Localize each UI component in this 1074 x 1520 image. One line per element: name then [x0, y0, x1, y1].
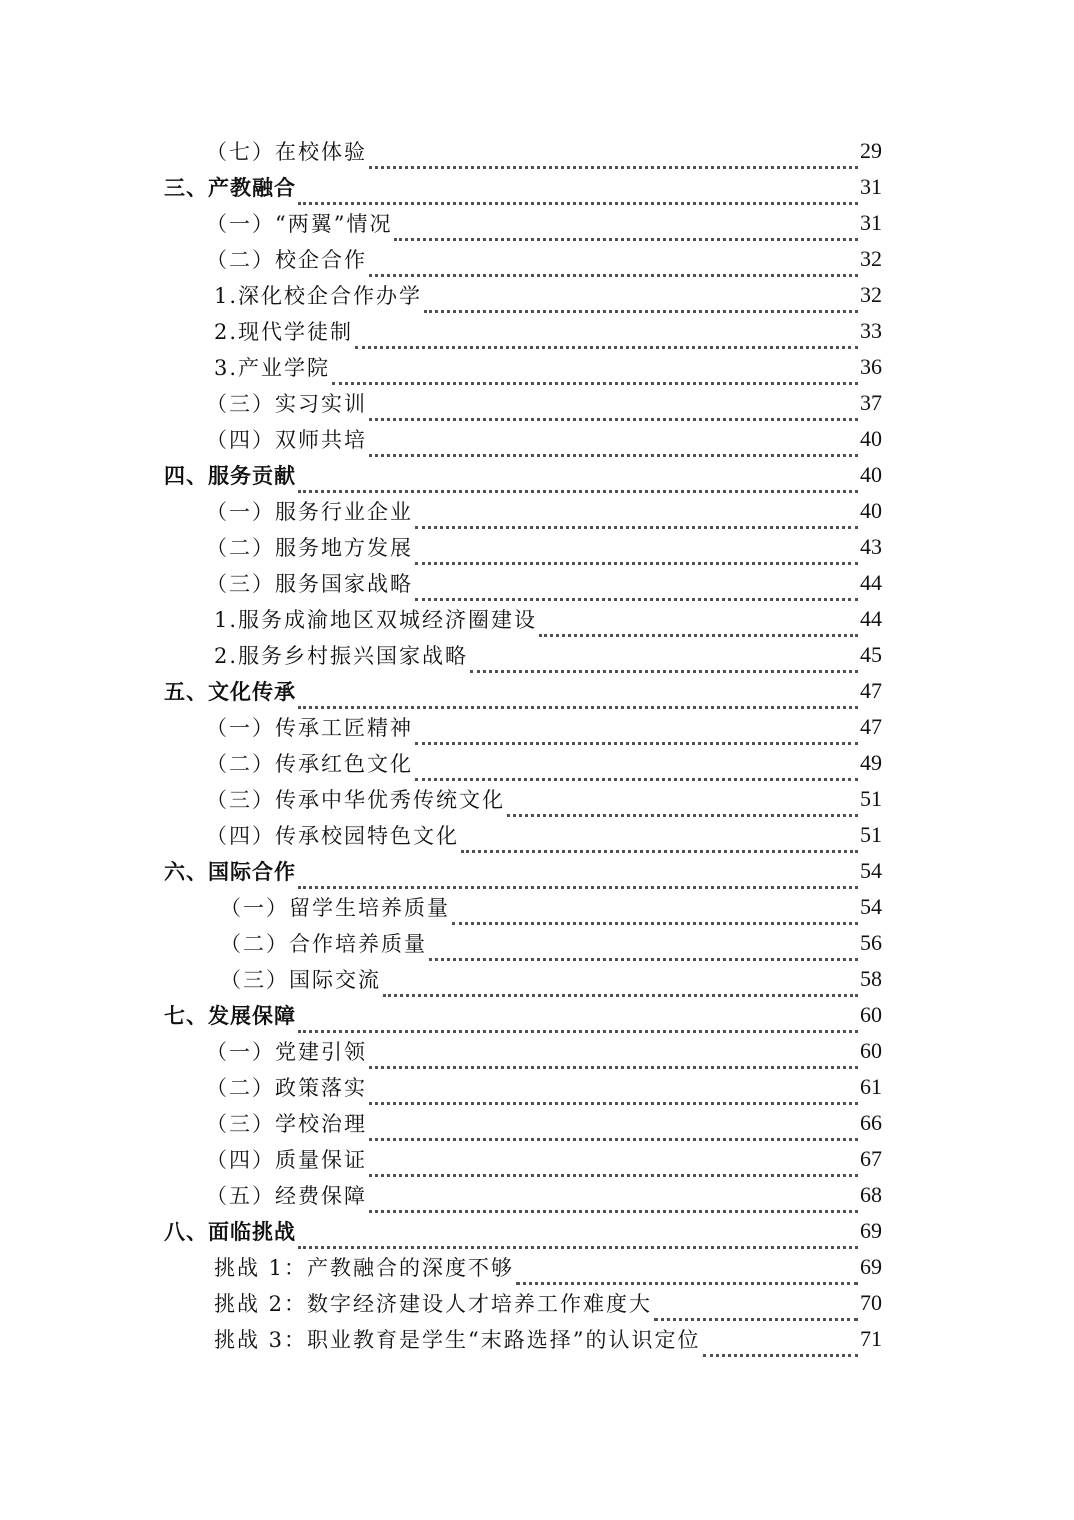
toc-entry-title: （七）在校体验 [206, 140, 367, 164]
toc-page-number: 69 [860, 1218, 882, 1243]
toc-entry[interactable] [0, 601, 1074, 637]
toc-entry[interactable] [0, 997, 1074, 1033]
toc-page-number: 60 [860, 1002, 882, 1027]
toc-leader-dots [383, 970, 858, 997]
toc-entry-title: （二）校企合作 [206, 248, 367, 272]
toc-page-number: 47 [860, 714, 882, 739]
toc-leader-dots [507, 790, 858, 817]
toc-leader-dots [298, 178, 858, 205]
toc-leader-dots [298, 862, 858, 889]
toc-entry[interactable] [0, 1213, 1074, 1249]
toc-entry[interactable] [0, 1033, 1074, 1069]
toc-leader-dots [355, 322, 858, 349]
toc-entry[interactable] [0, 1069, 1074, 1105]
toc-page-number: 49 [860, 750, 882, 775]
toc-leader-dots [415, 754, 858, 781]
toc-leader-dots [298, 466, 858, 493]
toc-entry-title: 五、文化传承 [164, 680, 296, 704]
toc-entry-title: （一）传承工匠精神 [206, 716, 413, 740]
toc-page-number: 43 [860, 534, 882, 559]
toc-entry-title: 2.服务乡村振兴国家战略 [214, 644, 469, 668]
toc-page-number: 37 [860, 390, 882, 415]
toc-entry[interactable] [0, 565, 1074, 601]
toc-entry-title: 挑战 1：产教融合的深度不够 [214, 1256, 515, 1280]
toc-leader-dots [332, 358, 858, 385]
toc-entry[interactable] [0, 853, 1074, 889]
toc-page-number: 58 [860, 966, 882, 991]
toc-page-number: 67 [860, 1146, 882, 1171]
toc-leader-dots [298, 1006, 858, 1033]
toc-entry-title: （二）合作培养质量 [220, 932, 427, 956]
toc-page-number: 51 [860, 822, 882, 847]
toc-entry[interactable] [0, 457, 1074, 493]
toc-entry-title: （二）政策落实 [206, 1076, 367, 1100]
toc-entry[interactable] [0, 925, 1074, 961]
toc-leader-dots [703, 1330, 858, 1357]
toc-leader-dots [415, 502, 858, 529]
toc-page-number: 40 [860, 426, 882, 451]
toc-page-number: 68 [860, 1182, 882, 1207]
toc-leader-dots [369, 250, 858, 277]
toc-page-number: 33 [860, 318, 882, 343]
toc-leader-dots [415, 574, 858, 601]
toc-entry-title: 1.服务成渝地区双城经济圈建设 [214, 608, 538, 632]
toc-page-number: 45 [860, 642, 882, 667]
toc-entry-title: （三）学校治理 [206, 1112, 367, 1136]
toc-entry[interactable] [0, 1141, 1074, 1177]
toc-entry-title: 2.现代学徒制 [214, 320, 354, 344]
toc-entry-title: （二）服务地方发展 [206, 536, 413, 560]
toc-page-number: 31 [860, 174, 882, 199]
toc-page-number: 69 [860, 1254, 882, 1279]
toc-entry-title: （三）实习实训 [206, 392, 367, 416]
toc-entry[interactable] [0, 709, 1074, 745]
toc-leader-dots [539, 610, 858, 637]
toc-entry[interactable] [0, 493, 1074, 529]
toc-leader-dots [369, 1114, 858, 1141]
toc-entry[interactable] [0, 817, 1074, 853]
toc-page-number: 31 [860, 210, 882, 235]
toc-entry-title: （一）党建引领 [206, 1040, 367, 1064]
toc-leader-dots [298, 682, 858, 709]
toc-page-number: 51 [860, 786, 882, 811]
toc-entry-title: 六、国际合作 [164, 860, 296, 884]
toc-page-number: 29 [860, 138, 882, 163]
toc-leader-dots [415, 718, 858, 745]
toc-page-number: 47 [860, 678, 882, 703]
toc-entry[interactable] [0, 1285, 1074, 1321]
toc-page-number: 71 [860, 1326, 882, 1351]
toc-entry[interactable] [0, 313, 1074, 349]
toc-leader-dots [369, 1042, 858, 1069]
toc-leader-dots [415, 538, 858, 565]
toc-entry[interactable] [0, 385, 1074, 421]
table-of-contents [0, 133, 1074, 1357]
toc-page-number: 40 [860, 498, 882, 523]
toc-leader-dots [369, 430, 858, 457]
toc-page-number: 32 [860, 246, 882, 271]
toc-entry[interactable] [0, 349, 1074, 385]
toc-entry[interactable] [0, 205, 1074, 241]
toc-leader-dots [516, 1258, 858, 1285]
toc-entry-title: （四）质量保证 [206, 1148, 367, 1172]
toc-entry[interactable] [0, 241, 1074, 277]
toc-leader-dots [461, 826, 858, 853]
toc-page-number: 54 [860, 858, 882, 883]
toc-entry-title: （五）经费保障 [206, 1184, 367, 1208]
toc-page-number: 44 [860, 570, 882, 595]
toc-entry-title: 四、服务贡献 [164, 464, 296, 488]
toc-entry-title: （三）国际交流 [220, 968, 381, 992]
toc-entry-title: 八、面临挑战 [164, 1220, 296, 1244]
toc-page-number: 60 [860, 1038, 882, 1063]
toc-leader-dots [429, 934, 858, 961]
toc-entry[interactable] [0, 277, 1074, 313]
toc-leader-dots [654, 1294, 858, 1321]
toc-leader-dots [424, 286, 858, 313]
toc-leader-dots [369, 1078, 858, 1105]
toc-entry-title: 3.产业学院 [214, 356, 331, 380]
toc-entry-title: 挑战 3：职业教育是学生“末路选择”的认识定位 [214, 1328, 701, 1352]
toc-entry[interactable] [0, 637, 1074, 673]
toc-entry[interactable] [0, 133, 1074, 169]
toc-entry[interactable] [0, 781, 1074, 817]
toc-page-number: 66 [860, 1110, 882, 1135]
toc-entry[interactable] [0, 421, 1074, 457]
toc-entry-title: （三）服务国家战略 [206, 572, 413, 596]
toc-entry[interactable] [0, 1321, 1074, 1357]
toc-entry-title: （一）留学生培养质量 [220, 896, 450, 920]
toc-leader-dots [369, 394, 858, 421]
toc-page-number: 32 [860, 282, 882, 307]
toc-page-number: 54 [860, 894, 882, 919]
toc-entry[interactable] [0, 745, 1074, 781]
toc-leader-dots [452, 898, 858, 925]
toc-entry-title: 挑战 2：数字经济建设人才培养工作难度大 [214, 1292, 653, 1316]
toc-page-number: 56 [860, 930, 882, 955]
toc-entry-title: （四）双师共培 [206, 428, 367, 452]
toc-entry-title: 七、发展保障 [164, 1004, 296, 1028]
toc-entry-title: （一）“两翼”情况 [206, 212, 393, 236]
toc-page-number: 70 [860, 1290, 882, 1315]
toc-entry[interactable] [0, 961, 1074, 997]
toc-leader-dots [369, 1150, 858, 1177]
toc-leader-dots [470, 646, 858, 673]
toc-entry-title: （一）服务行业企业 [206, 500, 413, 524]
toc-entry[interactable] [0, 169, 1074, 205]
toc-entry-title: 三、产教融合 [164, 176, 296, 200]
toc-entry[interactable] [0, 673, 1074, 709]
toc-leader-dots [298, 1222, 858, 1249]
toc-entry-title: （四）传承校园特色文化 [206, 824, 459, 848]
toc-entry[interactable] [0, 1105, 1074, 1141]
toc-entry-title: （三）传承中华优秀传统文化 [206, 788, 505, 812]
toc-entry[interactable] [0, 1177, 1074, 1213]
toc-entry-title: （二）传承红色文化 [206, 752, 413, 776]
toc-entry[interactable] [0, 1249, 1074, 1285]
toc-leader-dots [394, 214, 858, 241]
toc-page-number: 61 [860, 1074, 882, 1099]
toc-entry[interactable] [0, 529, 1074, 565]
toc-page-number: 44 [860, 606, 882, 631]
toc-entry[interactable] [0, 889, 1074, 925]
toc-leader-dots [369, 142, 858, 169]
toc-entry-title: 1.深化校企合作办学 [214, 284, 423, 308]
toc-page-number: 40 [860, 462, 882, 487]
toc-leader-dots [369, 1186, 858, 1213]
toc-page-number: 36 [860, 354, 882, 379]
